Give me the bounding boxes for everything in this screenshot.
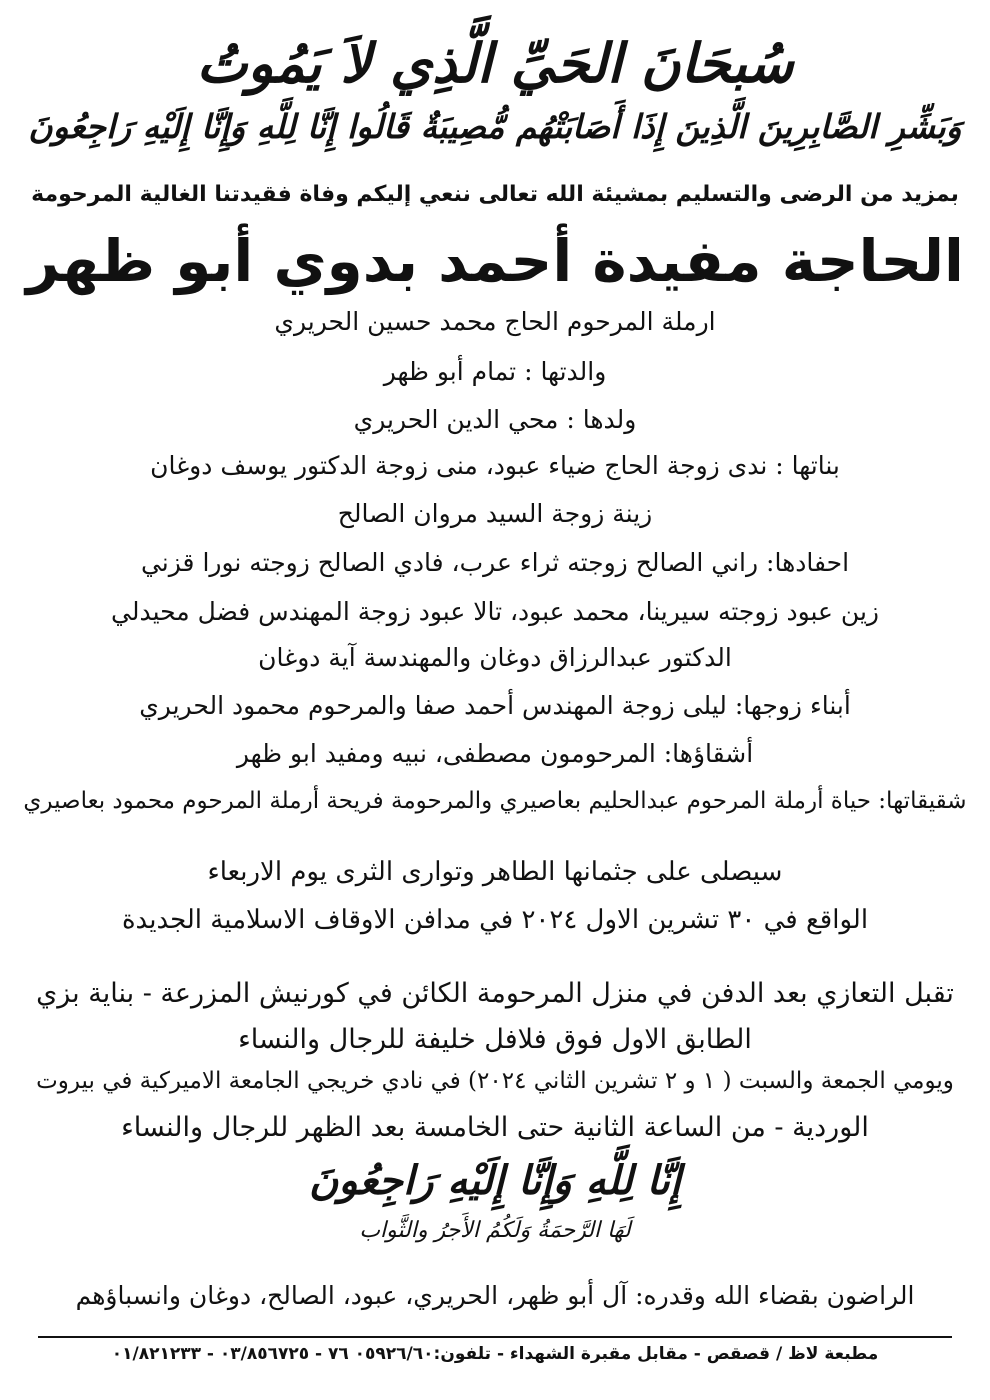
condolence-line-floor: الطابق الاول فوق فلافل خليفة للرجال والنساء: [238, 1024, 752, 1055]
relative-line-grandchildren: احفادها: راني الصالح زوجته ثراء عرب، فادي الصالح زوجته نورا قزني: [140, 548, 850, 577]
relative-line-stepchildren: أبناء زوجها: ليلى زوجة المهندس أحمد صفا والمرحوم محمود الحريري: [139, 691, 851, 720]
funeral-line-burial: الواقع في ٣٠ تشرين الاول ٢٠٢٤ في مدافن الاوقاف الاسلامية الجديدة: [121, 905, 869, 935]
condolence-line-home: تقبل التعازي بعد الدفن في منزل المرحومة الكائن في كورنيش المزرعة - بناية بزي: [36, 978, 954, 1009]
closing-verse: إِنَّا لِلَّهِ وَإِنَّا إِلَيْهِ رَاجِعُونَ: [308, 1157, 682, 1204]
relative-line-grandchildren-cont-2: الدكتور عبدالرزاق دوغان والمهندسة آية دوغان: [258, 643, 732, 672]
mourners-line: الراضون بقضاء الله وقدره: آل أبو ظهر، الحريري، عبود، الصالح، دوغان وانسباؤهم: [75, 1281, 915, 1310]
announcement-intro: بمزيد من الرضى والتسليم بمشيئة الله تعالى ننعي إليكم وفاة فقيدتنا الغالية المرحومة: [31, 182, 959, 207]
mercy-line: لَهَا الرَّحمَةُ وَلَكُمُ الأَجرُ والثَّواب: [359, 1218, 631, 1243]
quran-verse: وَبَشِّرِ الصَّابِرِينَ الَّذِينَ إِذَا أَصَابَتْهُم مُّصِيبَةٌ قَالُوا إِنَّا لِلَّهِ وَإِنَّا إِلَيْهِ رَاجِعُونَ: [28, 107, 962, 146]
deceased-name: الحاجة مفيدة أحمد بدوي أبو ظهر: [26, 227, 964, 295]
printer-footer: مطبعة لاظ / قصقص - مقابل مقبرة الشهداء - تلفون:٠٥٩٢٦/٦٠ ٧٦ - ٠٣/٨٥٦٧٢٥ - ٠١/٨٢١٢٣٣: [111, 1344, 879, 1364]
relative-line-daughters-cont: زينة زوجة السيد مروان الصالح: [337, 499, 653, 528]
relative-line-brothers: أشقاؤها: المرحومون مصطفى، نبيه ومفيد ابو ظهر: [236, 739, 754, 768]
footer-divider: [38, 1336, 952, 1338]
condolence-line-days: ويومي الجمعة والسبت ( ١ و ٢ تشرين الثاني ٢٠٢٤) في نادي خريجي الجامعة الاميركية في بيروت: [36, 1068, 954, 1094]
relative-line-grandchildren-cont: زين عبود زوجته سيرينا، محمد عبود، تالا عبود زوجة المهندس فضل محيدلي: [111, 597, 879, 626]
funeral-line-prayer: سيصلى على جثمانها الطاهر وتوارى الثرى يوم الاربعاء: [207, 857, 783, 887]
relative-line-son: ولدها : محي الدين الحريري: [353, 405, 637, 434]
relative-line-daughters: بناتها : ندى زوجة الحاج ضياء عبود، منى زوجة الدكتور يوسف دوغان: [150, 451, 840, 480]
relative-line-sisters: شقيقاتها: حياة أرملة المرحوم عبدالحليم بعاصيري والمرحومة فريحة أرملة المرحوم محمود بعاصيري: [23, 788, 967, 814]
condolence-line-hours: الوردية - من الساعة الثانية حتى الخامسة بعد الظهر للرجال والنساء: [121, 1112, 869, 1143]
relative-line-widow: ارملة المرحوم الحاج محمد حسين الحريري: [274, 307, 716, 336]
relative-line-mother: والدتها : تمام أبو ظهر: [383, 357, 607, 386]
calligraphy-title: سُبحَانَ الحَيِّ الَّذِي لاَ يَمُوتُ: [196, 31, 794, 95]
